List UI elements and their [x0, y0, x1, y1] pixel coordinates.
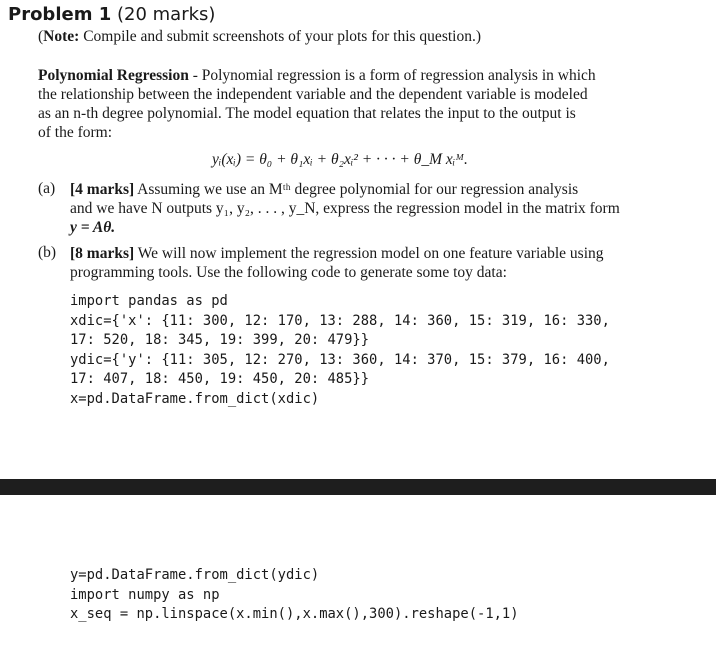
part-a-marks: [4 marks] — [70, 181, 135, 198]
code-line-5: 17: 407, 18: 450, 19: 450, 20: 485}} — [70, 371, 370, 387]
problem-number: Problem 1 — [8, 4, 112, 25]
code-line-6: x=pd.DataFrame.from_dict(xdic) — [70, 390, 320, 407]
model-equation: yᵢ(xᵢ) = θ₀ + θ₁xᵢ + θ₂xᵢ² + · · · + θ_M xᵢᴹ. — [212, 151, 468, 168]
part-b-line-1 — [70, 244, 604, 263]
problem-marks: (20 marks) — [116, 4, 216, 25]
note-text: Compile and submit screenshots of your plots for this question.) — [83, 28, 481, 45]
part-a-text-1: Assuming we use an Mᵗʰ degree polynomial for our regression analysis — [134, 181, 579, 198]
code-line-8: import numpy as np — [70, 586, 220, 603]
code-line-3: 17: 520, 18: 345, 19: 399, 20: 479}} — [70, 332, 370, 348]
part-a-label: (a) — [38, 180, 56, 197]
intro-text-1: - Polynomial regression is a form of regression analysis in which — [188, 67, 596, 84]
page-break-bar — [0, 479, 716, 495]
code-line-2: xdic={'x': {11: 300, 12: 170, 13: 288, 14: 360, 15: 319, 16: 330, — [70, 312, 610, 329]
part-b-line-2: programming tools. Use the following code to generate some toy data: — [70, 264, 507, 281]
part-a-line-2: and we have N outputs y₁, y₂, . . . , y_N, express the regression model in the matrix form — [70, 200, 620, 217]
intro-line-1 — [38, 66, 596, 85]
part-b-label: (b) — [38, 244, 57, 261]
problem-title — [8, 4, 215, 25]
part-a-line-1 — [70, 180, 578, 199]
note-label: Note: — [43, 28, 80, 45]
code-line-9: x_seq = np.linspace(x.min(),x.max(),300).reshape(-1,1) — [70, 606, 519, 622]
intro-line-4: of the form: — [38, 124, 113, 141]
intro-line-2: the relationship between the independent variable and the dependent variable is modeled — [38, 86, 588, 103]
code-line-4: ydic={'y': {11: 305, 12: 270, 13: 360, 14: 370, 15: 379, 16: 400, — [70, 351, 610, 368]
code-line-1: import pandas as pd — [70, 293, 228, 309]
note-line — [38, 28, 481, 46]
part-b-marks: [8 marks] — [70, 245, 135, 262]
intro-line-3: as an n-th degree polynomial. The model equation that relates the input to the output is — [38, 105, 576, 122]
note-open: ( — [38, 28, 44, 45]
part-b-text-1: We will now implement the regression model on one feature variable using — [134, 245, 604, 262]
part-a-line-3: y = Aθ. — [70, 219, 116, 236]
intro-heading: Polynomial Regression — [38, 67, 189, 84]
code-line-7: y=pd.DataFrame.from_dict(ydic) — [70, 567, 320, 583]
